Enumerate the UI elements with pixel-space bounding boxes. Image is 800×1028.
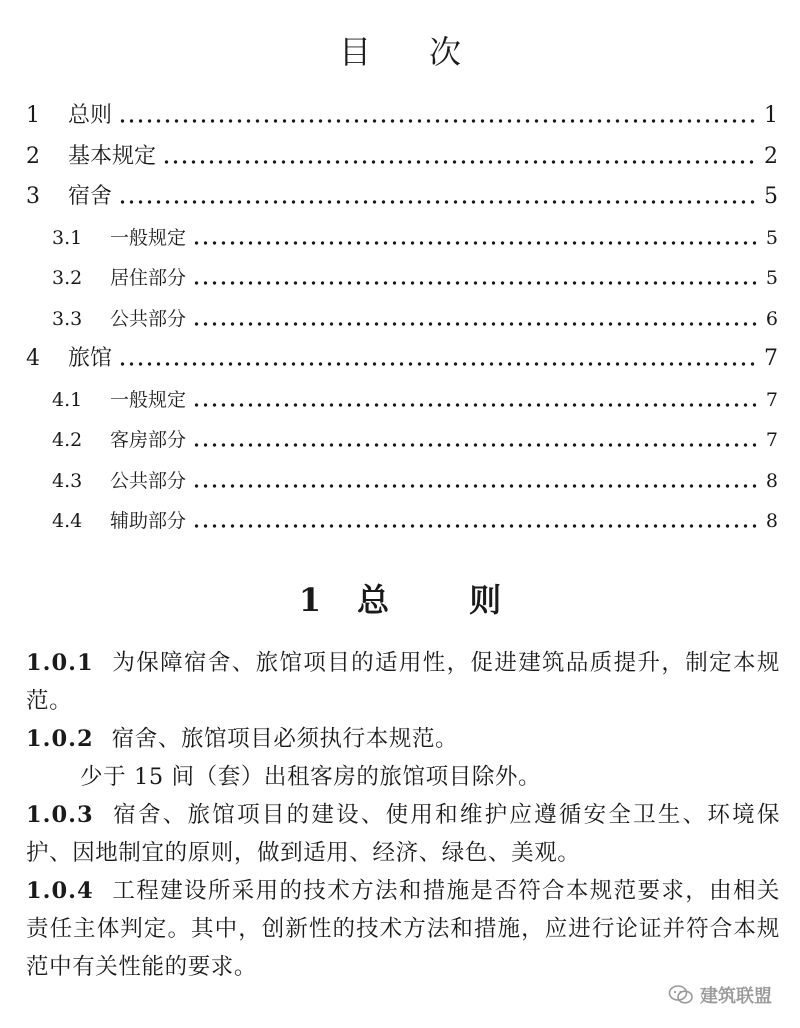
toc-entry-number: 4.2 <box>52 429 83 451</box>
clause-text: 宿舍、旅馆项目必须执行本规范。 <box>111 726 459 752</box>
toc-entry-number: 2 <box>26 143 40 169</box>
toc-title: 目次 <box>338 33 519 71</box>
toc-leader-dots <box>192 484 758 488</box>
toc-leader-dots <box>192 403 758 407</box>
clause-text: 为保障宿舍、旅馆项目的适用性，促进建筑品质提升，制定本规范。 <box>26 650 780 714</box>
chapter-body <box>26 644 780 986</box>
toc-leader-dots <box>192 281 758 285</box>
toc-entry <box>26 420 778 461</box>
clause-number: 1.0.4 <box>26 878 94 904</box>
toc-entry-number: 3.2 <box>52 267 83 289</box>
toc-entry-page: 8 <box>765 510 778 532</box>
toc-leader-dots <box>118 362 758 366</box>
toc-entry-page: 2 <box>764 143 778 169</box>
clause-note: 少于 15 间（套）出租客房的旅馆项目除外。 <box>80 764 542 790</box>
toc-entry-page: 8 <box>765 469 778 492</box>
chapter-number: 1 <box>298 581 322 619</box>
toc-entry <box>26 339 778 380</box>
toc-entry-number: 4.4 <box>52 510 83 532</box>
toc-entry-label: 辅助部分 <box>110 510 187 532</box>
toc-entry-page: 6 <box>765 307 778 330</box>
wechat-icon <box>668 984 694 1006</box>
watermark-text: 建筑联盟 <box>700 986 772 1007</box>
clause <box>26 644 780 720</box>
toc-leader-dots <box>192 241 758 245</box>
toc-leader-dots <box>192 322 758 326</box>
toc-entry-page: 5 <box>764 184 778 209</box>
toc-entry-number: 3 <box>26 184 40 209</box>
chapter-title <box>0 578 800 622</box>
toc-entry-number: 3.3 <box>52 307 83 330</box>
toc-entry-label: 旅馆 <box>68 346 113 371</box>
toc-entry-page: 7 <box>765 388 778 411</box>
toc-entry <box>26 218 778 259</box>
toc-entry-page: 5 <box>765 267 778 289</box>
watermark <box>668 982 772 1008</box>
toc-leader-dots <box>118 200 758 204</box>
toc-entry-label: 客房部分 <box>110 429 187 451</box>
toc-entry-number: 4.1 <box>52 388 83 411</box>
clause <box>26 796 780 872</box>
toc-entry-label: 公共部分 <box>110 469 187 492</box>
clause-text: 宿舍、旅馆项目的建设、使用和维护应遵循安全卫生、环境保护、因地制宜的原则，做到适用、经济、绿色、美观。 <box>26 802 780 866</box>
toc-entry-page: 7 <box>765 429 778 451</box>
toc-entry-number: 1 <box>26 103 40 128</box>
clause <box>26 720 780 758</box>
toc-entry <box>26 96 778 137</box>
clause-number: 1.0.1 <box>26 650 94 676</box>
toc-entry <box>26 177 778 218</box>
toc-entry-label: 居住部分 <box>110 267 187 289</box>
clause-number: 1.0.2 <box>26 726 94 752</box>
toc-entry-page: 1 <box>764 103 778 128</box>
toc-entry <box>26 461 778 502</box>
toc-entry <box>26 299 778 340</box>
toc-entry <box>26 380 778 421</box>
toc-entry-label: 总则 <box>68 103 113 128</box>
clause <box>26 872 780 986</box>
toc-entry-page: 7 <box>764 346 778 371</box>
toc-entry-label: 一般规定 <box>110 226 187 249</box>
toc-entry-number: 4.3 <box>52 469 83 492</box>
toc-leader-dots <box>192 524 758 528</box>
toc-leader-dots <box>192 443 758 447</box>
clause-text: 工程建设所采用的技术方法和措施是否符合本规范要求，由相关责任主体判定。其中，创新性的技术方法和措施，应进行论证并符合本规范中有关性能的要求。 <box>26 878 780 980</box>
toc-entry-label: 基本规定 <box>68 143 157 169</box>
toc-entry <box>26 258 778 299</box>
chapter-title-char-1: 总 <box>357 581 390 619</box>
chapter-title-char-2: 则 <box>469 581 502 619</box>
toc-leader-dots <box>118 119 758 123</box>
toc-entry <box>26 501 778 542</box>
table-of-contents <box>26 96 778 542</box>
toc-entry-number: 4 <box>26 346 40 371</box>
toc-entry-page: 5 <box>765 226 778 249</box>
toc-entry-label: 公共部分 <box>110 307 187 330</box>
toc-leader-dots <box>162 160 758 164</box>
clause-number: 1.0.3 <box>26 802 94 828</box>
toc-entry-label: 宿舍 <box>68 184 113 209</box>
toc-entry-number: 3.1 <box>52 226 83 249</box>
toc-entry <box>26 137 778 178</box>
toc-entry-label: 一般规定 <box>110 388 187 411</box>
